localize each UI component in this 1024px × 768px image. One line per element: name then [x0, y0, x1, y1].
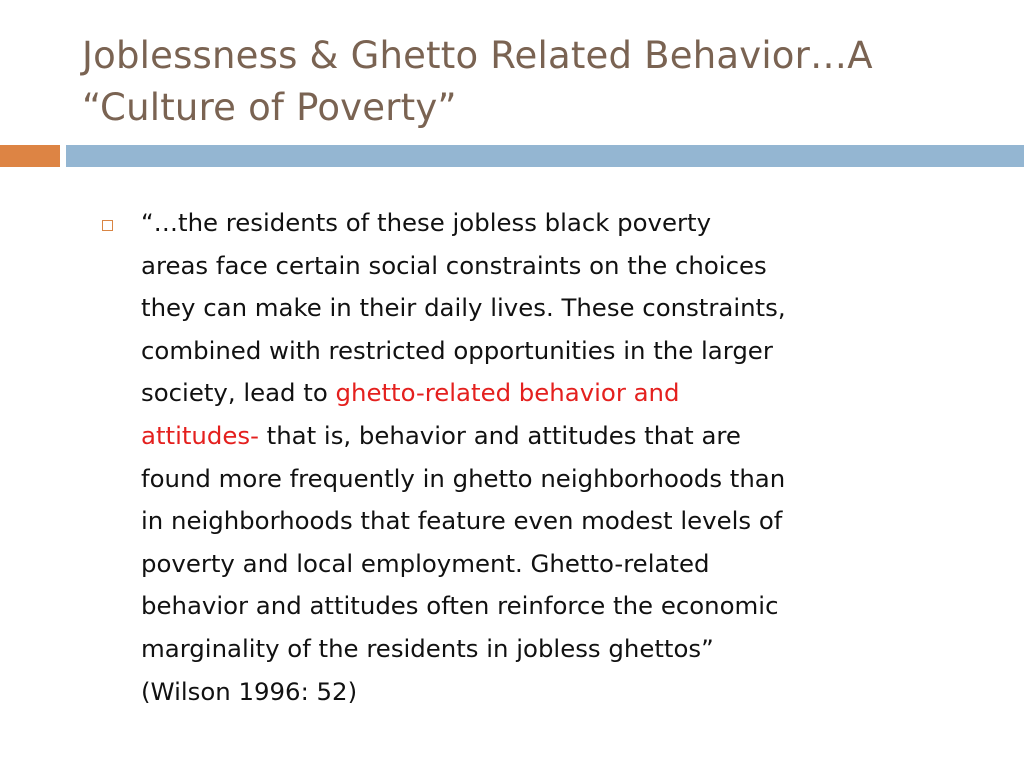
quote-line-3: they can make in their daily lives. These constraints,: [141, 293, 786, 323]
slide-title-line-2: “Culture of Poverty”: [82, 86, 457, 129]
quote-line-5: [141, 372, 981, 415]
hollow-square-bullet-icon: [102, 220, 113, 231]
quote-line-10: behavior and attitudes often reinforce the economic: [141, 591, 779, 621]
highlighted-phrase-part-2: attitudes-: [141, 420, 259, 450]
quote-line-9: poverty and local employment. Ghetto-related: [141, 548, 710, 578]
quote-line-2: areas face certain social constraints on the choices: [141, 250, 767, 280]
quote-line-4: combined with restricted opportunities in the larger: [141, 335, 773, 365]
quote-paragraph: [141, 202, 981, 713]
quote-line-7: found more frequently in ghetto neighborhoods than: [141, 463, 786, 493]
slide-title: [82, 30, 982, 134]
quote-line-5-text: society, lead to: [141, 378, 336, 408]
title-divider-bar: [66, 145, 1024, 167]
quote-line-8: in neighborhoods that feature even modest levels of: [141, 506, 783, 536]
quote-line-11: marginality of the residents in jobless ghettos”: [141, 633, 714, 663]
title-accent-bar: [0, 145, 60, 167]
highlighted-phrase-part-1: ghetto-related behavior and: [335, 378, 680, 408]
slide-title-line-1: Joblessness & Ghetto Related Behavior…A: [82, 34, 873, 77]
citation: (Wilson 1996: 52): [141, 676, 358, 706]
quote-line-1: “…the residents of these jobless black poverty: [141, 208, 712, 237]
quote-line-6: [141, 415, 981, 458]
quote-line-6-text: that is, behavior and attitudes that are: [258, 420, 741, 450]
